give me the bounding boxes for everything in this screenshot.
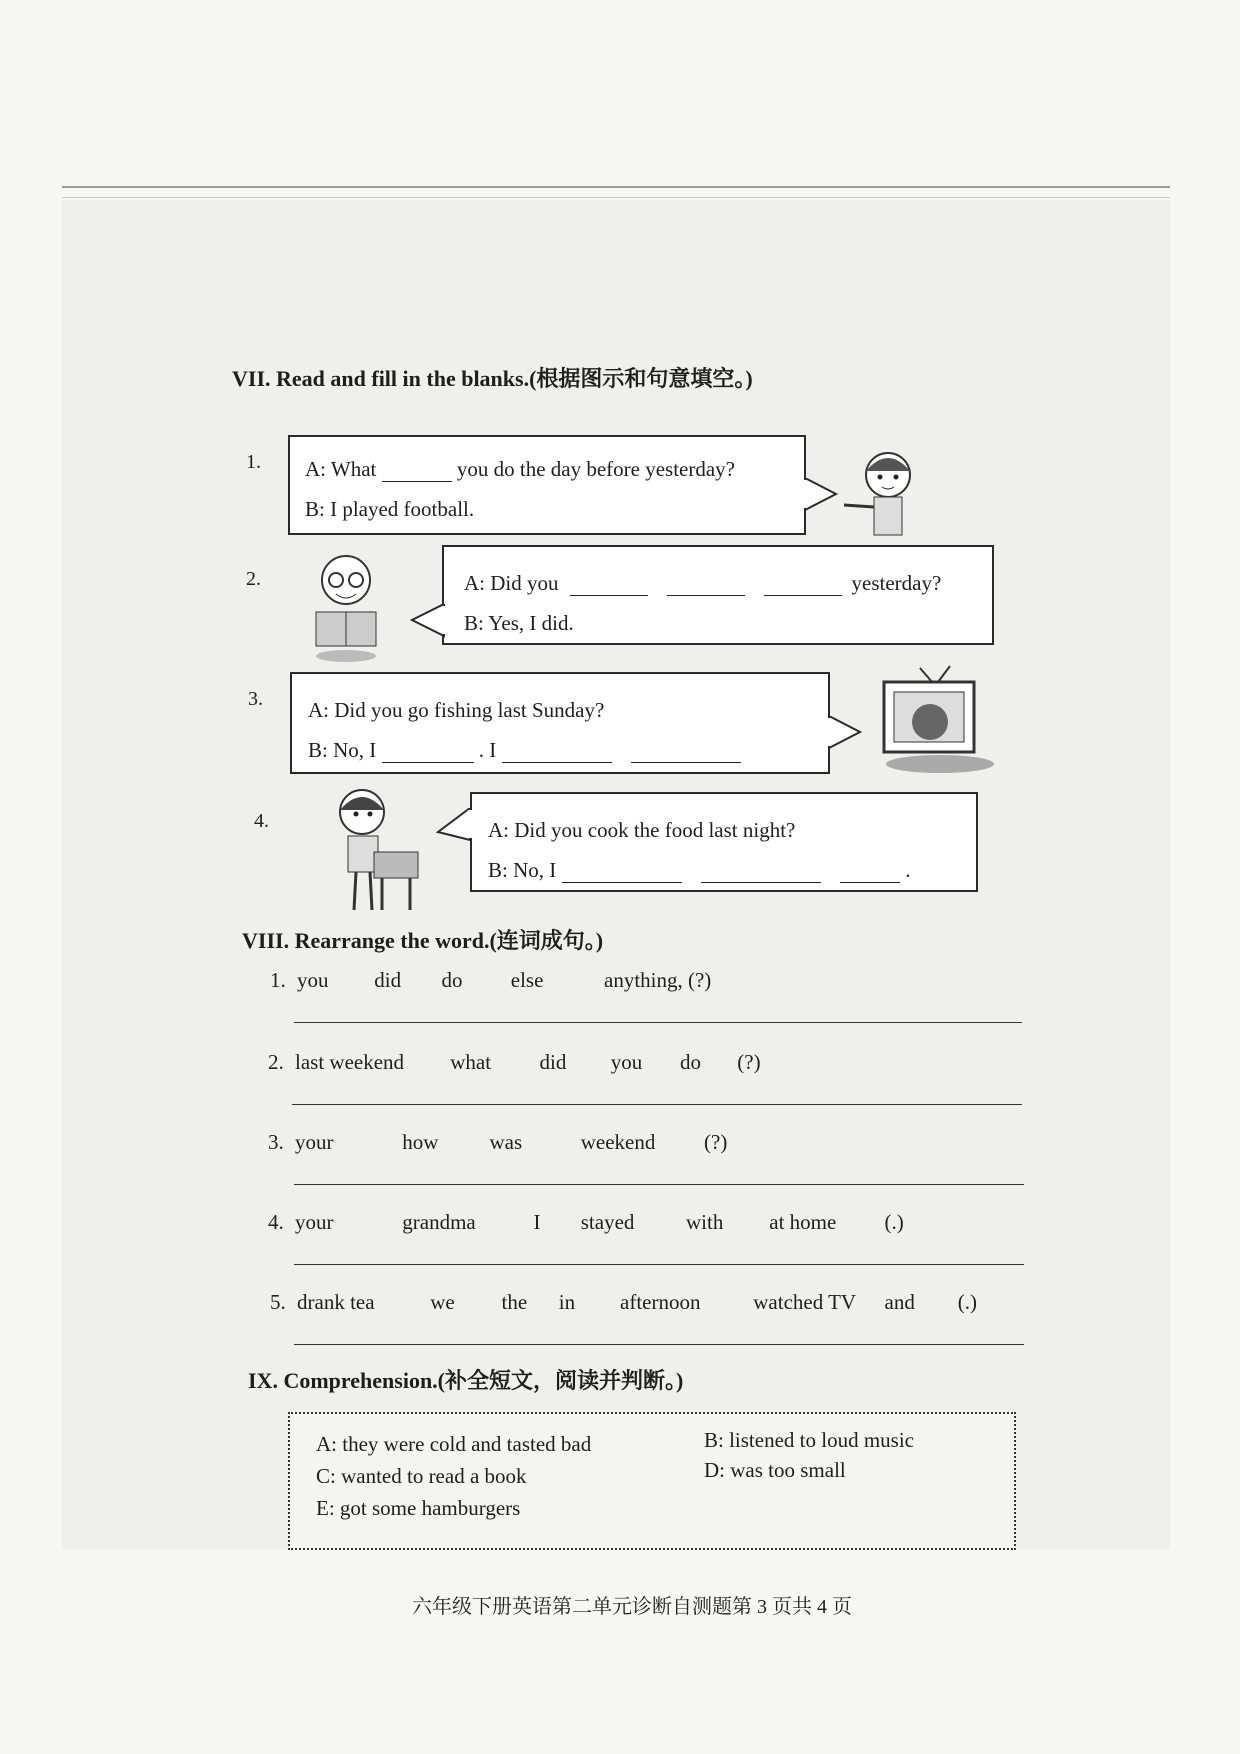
section-7-title: VII. Read and fill in the blanks.(根据图示和句意填空。) [232, 366, 753, 391]
girl-cooking-illustration [318, 782, 428, 922]
blank[interactable] [570, 577, 648, 596]
speech-bubble-3 [290, 672, 830, 774]
blank[interactable] [562, 864, 682, 883]
blank[interactable] [667, 577, 745, 596]
bubble-2-line-a: A: Did you yesterday? [464, 571, 942, 595]
section-8-title: VIII. Rearrange the word.(连词成句。) [242, 928, 604, 953]
rearrange-item-4: 4. your grandma I stayed with at home (.) [268, 1210, 904, 1234]
item-1-number: 1. [246, 451, 261, 473]
blank[interactable] [502, 744, 612, 763]
bubble-2-tail [408, 604, 448, 644]
answer-line-4[interactable] [294, 1264, 1024, 1265]
rearrange-item-5: 5. drank tea we the in afternoon watched TV and (.) [270, 1290, 977, 1314]
girl-pointing-illustration [838, 445, 938, 545]
options-box [288, 1412, 1016, 1550]
rearrange-item-1: 1. you did do else anything, (?) [270, 968, 712, 992]
top-rule-thin [62, 197, 1170, 198]
option-e: E: got some hamburgers [316, 1496, 521, 1520]
item-4-number: 4. [254, 810, 269, 832]
blank[interactable] [840, 864, 900, 883]
option-b: B: listened to loud music [704, 1428, 914, 1452]
boy-reading-illustration [296, 550, 396, 665]
section-9-title: IX. Comprehension.(补全短文，阅读并判断。) [248, 1368, 684, 1393]
item-3-number: 3. [248, 688, 263, 710]
option-c: C: wanted to read a book [316, 1464, 527, 1488]
bubble-1-line-a: A: What you do the day before yesterday? [305, 457, 735, 481]
bubble-4-tail [434, 808, 474, 848]
bubble-1-tail [800, 478, 840, 518]
child-watching-tv-illustration [870, 660, 1000, 780]
bubble-4-line-a: A: Did you cook the food last night? [488, 818, 796, 842]
bubble-3-line-a: A: Did you go fishing last Sunday? [308, 698, 605, 722]
option-a: A: they were cold and tasted bad [316, 1432, 592, 1456]
answer-line-5[interactable] [294, 1344, 1024, 1345]
answer-line-2[interactable] [292, 1104, 1022, 1105]
bubble-3-line-b: B: No, I . I [308, 738, 741, 763]
blank[interactable] [382, 463, 452, 482]
blank[interactable] [764, 577, 842, 596]
bubble-4-line-b: B: No, I . [488, 858, 911, 882]
answer-line-3[interactable] [294, 1184, 1024, 1185]
bubble-3-tail [824, 716, 864, 756]
bubble-2-line-b: B: Yes, I did. [464, 611, 574, 635]
top-rule [62, 186, 1170, 188]
blank[interactable] [382, 744, 474, 763]
speech-bubble-2 [442, 545, 994, 645]
blank[interactable] [631, 744, 741, 763]
rearrange-item-2: 2. last weekend what did you do (?) [268, 1050, 761, 1074]
rearrange-item-3: 3. your how was weekend (?) [268, 1130, 728, 1154]
blank[interactable] [701, 864, 821, 883]
bubble-1-line-b: B: I played football. [305, 497, 475, 521]
speech-bubble-4 [470, 792, 978, 892]
item-2-number: 2. [246, 568, 261, 590]
option-d: D: was too small [704, 1458, 846, 1482]
page-footer: 六年级下册英语第二单元诊断自测题第 3 页共 4 页 [412, 1596, 852, 1618]
speech-bubble-1 [288, 435, 806, 535]
answer-line-1[interactable] [294, 1022, 1022, 1023]
